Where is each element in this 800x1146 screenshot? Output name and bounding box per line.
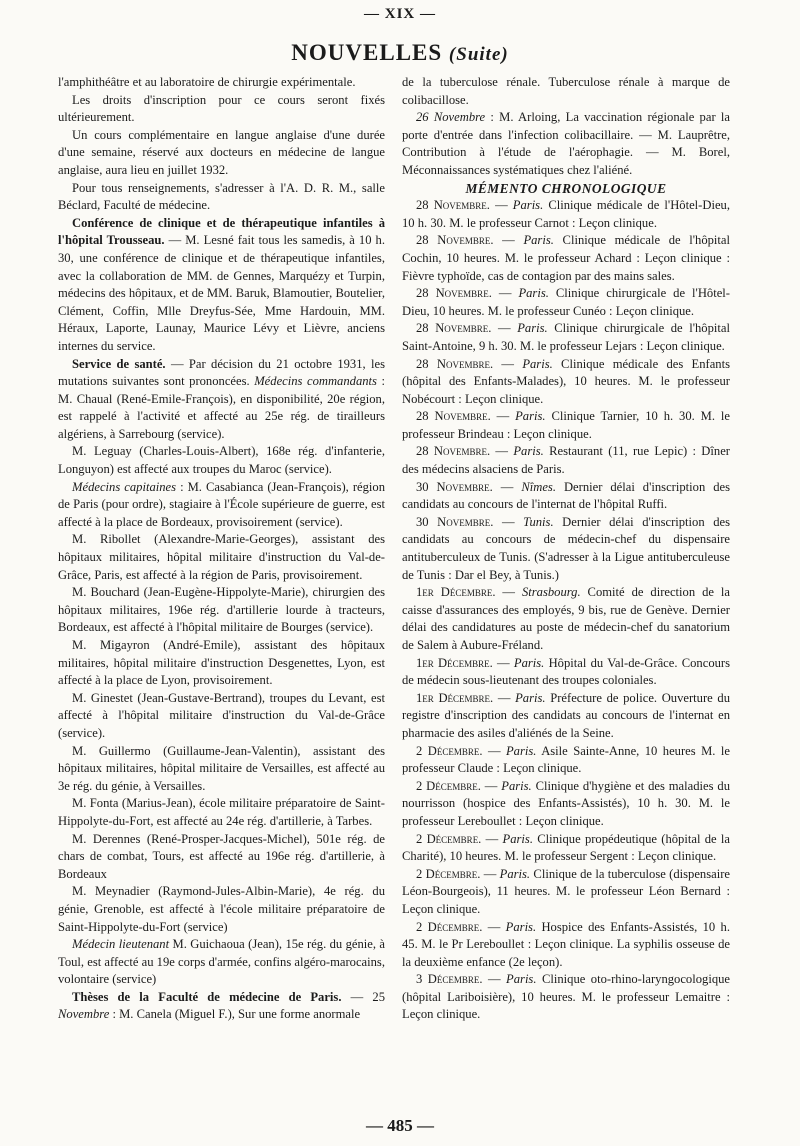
memento-date: 1er Décembre. [416, 690, 494, 705]
paragraph: M. Leguay (Charles-Louis-Albert), 168e rég. d'infanterie, Longuyon) est affecté aux troupes du Maroc (service). [58, 444, 385, 477]
memento-text: Clinique de la tuberculose (dispensaire Léon-Bourgeois), 11 heures. M. le professeur Léon Bernard : Leçon clinique. [402, 866, 730, 916]
memento-text: Clinique propédeutique (hôpital de la Charité), 10 heures. M. le professeur Sergent : Leçon clinique. [402, 831, 730, 864]
memento-place: Paris. [523, 233, 554, 248]
memento-item: 1er Décembre. — Strasbourg. Comité de direction de la caisse d'assurances des employés, 9 bis, rue de Genève. Dernier délai des candidatures au poste de médecin-chef du sanatorium de Salem à Aubure-Fréland. [402, 585, 730, 652]
memento-text: Hôpital du Val-de-Grâce. Concours de médecin sous-lieutenant des troupes coloniales. [402, 655, 730, 688]
service-sante-title: Service de santé. [72, 356, 166, 371]
memento-place: Paris. [501, 778, 532, 793]
memento-place: Paris. [512, 198, 544, 213]
memento-date: 2 Décembre. [416, 743, 483, 758]
memento-title: MÉMENTO CHRONOLOGIQUE [465, 180, 667, 196]
memento-date: 2 Décembre. [416, 866, 481, 881]
memento-date: 2 Décembre. [416, 778, 481, 793]
memento-place: Paris. [499, 866, 531, 881]
memento-item: 2 Décembre. — Paris. Hospice des Enfants-Assistés, 10 h. 45. M. le Pr Lereboullet : Leçon clinique. La syphilis osseuse de la deuxième enfance (2e leçon). [402, 919, 730, 969]
memento-text: Clinique Tarnier, 10 h. 30. M. le professeur Brindeau : Leçon clinique. [402, 409, 730, 441]
memento-place: Nîmes. [521, 479, 556, 494]
memento-place: Paris. [515, 409, 546, 424]
memento-place: Paris. [513, 655, 545, 670]
memento-text: Clinique médicale des Enfants (hôpital des Enfants-Malades), 10 heures. M. le professeur Nobécourt : Leçon clinique. [402, 356, 730, 406]
memento-date: 1er Décembre. [416, 655, 493, 670]
memento-date: 28 Novembre. [416, 409, 491, 424]
memento-item: 2 Décembre. — Paris. Clinique propédeutique (hôpital de la Charité), 10 heures. M. le professeur Sergent : Leçon clinique. [402, 831, 730, 864]
memento-list [402, 197, 730, 1024]
memento-item: 28 Novembre. — Paris. Clinique médicale des Enfants (hôpital des Enfants-Malades), 10 heures. M. le professeur Nobécourt : Leçon clinique. [402, 356, 730, 406]
memento-text: Clinique d'hygiène et des maladies du nourrisson (hospice des Enfants-Assistés), 10 h. 30. M. le professeur Lereboullet : Leçon clinique. [402, 778, 730, 828]
paragraph: M. Migayron (André-Emile), assistant des hôpitaux militaires, hôpital militaire d'instruction Desgenettes, Lyon, est affecté à la place de Lyon, provisoirement. [58, 638, 385, 688]
memento-place: Paris. [506, 972, 537, 987]
header-suite: (Suite) [448, 44, 509, 65]
memento-date: 2 Décembre. [416, 831, 482, 846]
page-number-roman: — XIX — [363, 6, 436, 22]
memento-text: Hospice des Enfants-Assistés, 10 h. 45. M. le Pr Lereboullet : Leçon clinique. La syphilis osseuse de la deuxième enfance (2e leçon). [402, 919, 730, 969]
memento-date: 28 Novembre. [416, 444, 491, 459]
memento-text: Comité de direction de la caisse d'assurances des employés, 9 bis, rue de Genève. Dernier délai des candidatures au poste de médecin-chef du sanatorium de Salem à Aubure-Fréland. [402, 585, 730, 652]
page-number: — 485 — [366, 1116, 434, 1135]
memento-place: Paris. [515, 690, 546, 705]
memento-date: 28 Novembre. [416, 356, 494, 371]
paragraph-theses: Thèses de la Faculté de médecine de Paris. — 25 Novembre : M. Canela (Miguel F.), Sur une forme anormale [58, 989, 385, 1022]
memento-date: 28 Novembre. [416, 321, 492, 336]
paragraph: M. Guillermo (Guillaume-Jean-Valentin), assistant des hôpitaux militaires, hôpital militaire de Versailles, est affecté au 3e rég. du génie, à Versailles. [58, 743, 385, 793]
memento-text: Clinique médicale de l'Hôtel-Dieu, 10 h. 30. M. le professeur Carnot : Leçon clinique. [402, 198, 730, 230]
memento-place: Paris. [522, 356, 553, 371]
paragraph: M. Derennes (René-Prosper-Jacques-Michel), 501e rég. de chars de combat, Tours, est affecté au 196e rég. d'artillerie, à Bordeaux [58, 831, 385, 881]
memento-date: 28 Novembre. [416, 198, 490, 213]
memento-text: Clinique médicale de l'hôpital Cochin, 10 heures. M. le professeur Achard : Leçon clinique : Fièvre typhoïde, cas de contagion par des mains sales. [402, 233, 730, 283]
memento-date: 28 Novembre. [416, 233, 494, 248]
memento-item: 28 Novembre. — Paris. Restaurant (11, rue Lepic) : Dîner des médecins alsaciens de Paris. [402, 444, 730, 477]
memento-place: Paris. [518, 286, 549, 301]
memento-item: 28 Novembre. — Paris. Clinique Tarnier, 10 h. 30. M. le professeur Brindeau : Leçon clinique. [402, 409, 730, 441]
header-title: NOUVELLES [291, 40, 443, 65]
theses-title: Thèses de la Faculté de médecine de Paris. [72, 989, 342, 1004]
memento-item: 28 Novembre. — Paris. Clinique chirurgicale de l'Hôtel-Dieu, 10 heures. M. le professeur Cunéo : Leçon clinique. [402, 286, 730, 318]
memento-text: Restaurant (11, rue Lepic) : Dîner des médecins alsaciens de Paris. [402, 444, 730, 477]
paragraph: Médecins capitaines : M. Casabianca (Jean-François), région de Paris (pour ordre), stagiaire à l'École supérieure de guerre, est affecté à la place de Bordeaux, provisoirement (service). [58, 479, 385, 529]
memento-date: 1er Décembre. [416, 585, 496, 600]
section-header [0, 40, 800, 66]
memento-place: Paris. [505, 743, 537, 758]
paragraph: M. Meynadier (Raymond-Jules-Albin-Marie), 4e rég. du génie, Grenoble, est affecté à l'école militaire préparatoire de Saint-Hippolyte-du-Fort (service) [58, 884, 385, 934]
memento-text: Préfecture de police. Ouverture du registre d'inscription des candidats au concours de l'internat en pharmacie des asiles d'aliénés de la Seine. [402, 690, 730, 740]
memento-place: Paris. [502, 831, 533, 846]
memento-date: 28 Novembre. [416, 286, 492, 301]
memento-item: 30 Novembre. — Nîmes. Dernier délai d'inscription des candidats au concours de l'internat de l'hôpital Ruffi. [402, 479, 730, 512]
memento-item: 2 Décembre. — Paris. Clinique de la tuberculose (dispensaire Léon-Bourgeois), 11 heures. M. le professeur Léon Bernard : Leçon clinique. [402, 866, 730, 916]
memento-place: Strasbourg. [521, 585, 581, 600]
memento-item: 28 Novembre. — Paris. Clinique médicale de l'hôpital Cochin, 10 heures. M. le professeur Achard : Leçon clinique : Fièvre typhoïde, cas de contagion par des mains sales. [402, 233, 730, 283]
paragraph: Médecin lieutenant M. Guichaoua (Jean), 15e rég. du génie, à Toul, est affecté au 19e corps d'armée, confins algéro-marocains, volontaire (service) [58, 937, 385, 987]
memento-place: Paris. [517, 321, 548, 336]
memento-text: Clinique chirurgicale de l'Hôtel-Dieu, 10 heures. M. le professeur Cunéo : Leçon clinique. [402, 286, 730, 318]
memento-text: Dernier délai d'inscription des candidats au concours de médecin-chef du dispensaire antituberculeux de Tunis. (S'adresser à la Ligue antituberculeuse de Tunis : Dar el Bey, à Tunis.) [402, 514, 730, 582]
memento-item: 30 Novembre. — Tunis. Dernier délai d'inscription des candidats au concours de médecin-chef du dispensaire antituberculeux de Tunis. (S'adresser à la Ligue antituberculeuse de Tunis : Dar el Bey, à Tunis.) [402, 514, 730, 582]
memento-date: 3 Décembre. [416, 972, 483, 987]
memento-text: Asile Sainte-Anne, 10 heures M. le professeur Claude : Leçon clinique. [402, 743, 730, 776]
memento-item: 28 Novembre. — Paris. Clinique médicale de l'Hôtel-Dieu, 10 h. 30. M. le professeur Carnot : Leçon clinique. [402, 198, 730, 230]
paragraph: de la tuberculose rénale. Tuberculose rénale à marque de colibacillose. [402, 75, 730, 107]
memento-place: Paris. [513, 444, 544, 459]
memento-item: 28 Novembre. — Paris. Clinique chirurgicale de l'hôpital Saint-Antoine, 9 h. 30. M. le professeur Lejars : Leçon clinique. [402, 321, 730, 353]
paragraph: M. Fonta (Marius-Jean), école militaire préparatoire de Saint-Hippolyte-du-Fort, est affecté au 24e rég. d'artillerie, à Tarbes. [58, 796, 385, 828]
memento-item: 2 Décembre. — Paris. Clinique d'hygiène et des maladies du nourrisson (hospice des Enfants-Assistés), 10 h. 30. M. le professeur Lereboullet : Leçon clinique. [402, 778, 730, 828]
paragraph: M. Ribollet (Alexandre-Marie-Georges), assistant des hôpitaux militaires, hôpital militaire d'instruction du Val-de-Grâce, Paris, est affecté à la région de Paris, provisoirement. [58, 532, 385, 582]
right-column [402, 74, 730, 1100]
paragraph: M. Bouchard (Jean-Eugène-Hippolyte-Marie), chirurgien des hôpitaux militaires, 196e rég. d'artillerie lourde à tracteurs, Bordeaux, est affecté à l'hôpital militaire de Bourges (service). [58, 585, 385, 635]
memento-text: Clinique oto-rhino-laryngocologique (hôpital Lariboisière), 10 heures. M. le professeur Lemaitre : Leçon clinique. [402, 972, 730, 1022]
memento-date: 30 Novembre. [416, 479, 493, 494]
memento-date: 2 Décembre. [416, 919, 483, 934]
memento-item: 1er Décembre. — Paris. Préfecture de police. Ouverture du registre d'inscription des candidats au concours de l'internat en pharmacie des asiles d'aliénés de la Seine. [402, 690, 730, 740]
memento-text: Dernier délai d'inscription des candidats au concours de l'internat de l'hôpital Ruffi. [402, 479, 730, 512]
left-column [58, 74, 385, 1100]
memento-place: Tunis. [523, 514, 554, 529]
paragraph-conference: Conférence de clinique et de thérapeutique infantiles à l'hôpital Trousseau. — M. Lesné fait tous les samedis, à 10 h. 30, une conférence de clinique et de thérapeutique infantiles, avec la collaboration de MM. de Gennes, Marquézy et Turpin, médecins des hôpitaux, et de MM. Baruk, Blamoutier, Boutelier, Clément, Coffin, Mlle Dreyfus-Sée, Mme Hardouin, MM. Héraux, Laporte, Launay, Maurice Lévy et Lièvre, anciens internes du service. [58, 215, 385, 353]
memento-item: 1er Décembre. — Paris. Hôpital du Val-de-Grâce. Concours de médecin sous-lieutenant des troupes coloniales. [402, 655, 730, 688]
paragraph: Les droits d'inscription pour ce cours seront fixés ultérieurement. [58, 92, 385, 125]
paragraph: l'amphithéâtre et au laboratoire de chirurgie expérimentale. [58, 75, 356, 89]
memento-date: 30 Novembre. [416, 514, 494, 529]
paragraph: M. Ginestet (Jean-Gustave-Bertrand), troupes du Levant, est affecté à l'hôpital militaire d'instruction du Val-de-Grâce (service). [58, 690, 385, 740]
paragraph: Pour tous renseignements, s'adresser à l'A. D. R. M., salle Béclard, Faculté de médecine. [58, 180, 385, 213]
memento-place: Paris. [505, 919, 537, 934]
paragraph: Un cours complémentaire en langue anglaise d'une durée d'une semaine, réservé aux docteurs en médecine de langue anglaise, aura lieu en juillet 1932. [58, 127, 385, 177]
memento-item: 3 Décembre. — Paris. Clinique oto-rhino-laryngocologique (hôpital Lariboisière), 10 heures. M. le professeur Lemaitre : Leçon clinique. [402, 972, 730, 1022]
memento-text: Clinique chirurgicale de l'hôpital Saint-Antoine, 9 h. 30. M. le professeur Lejars : Leçon clinique. [402, 321, 730, 353]
memento-item: 2 Décembre. — Paris. Asile Sainte-Anne, 10 heures M. le professeur Claude : Leçon clinique. [402, 743, 730, 776]
paragraph-service-sante: Service de santé. — Par décision du 21 octobre 1931, les mutations suivantes sont prononcées. Médecins commandants : M. Chaual (René-Emile-François), en disponibilité, 20e région, est rappelé à l'activité et affecté au 25e rég. de tirailleurs algériens, à Sarrebourg (service). [58, 356, 385, 441]
conference-title: Conférence de clinique et de thérapeutique infantiles à l'hôpital Trousseau. [58, 215, 385, 248]
paragraph: 26 Novembre : M. Arloing, La vaccination régionale par la porte d'entrée dans l'infection colibacillaire. — M. Lauprêtre, Contribution à l'étude de l'aérophagie. — M. Borel, Méconnaissances systématiques chez l'aliéné. [402, 110, 730, 177]
